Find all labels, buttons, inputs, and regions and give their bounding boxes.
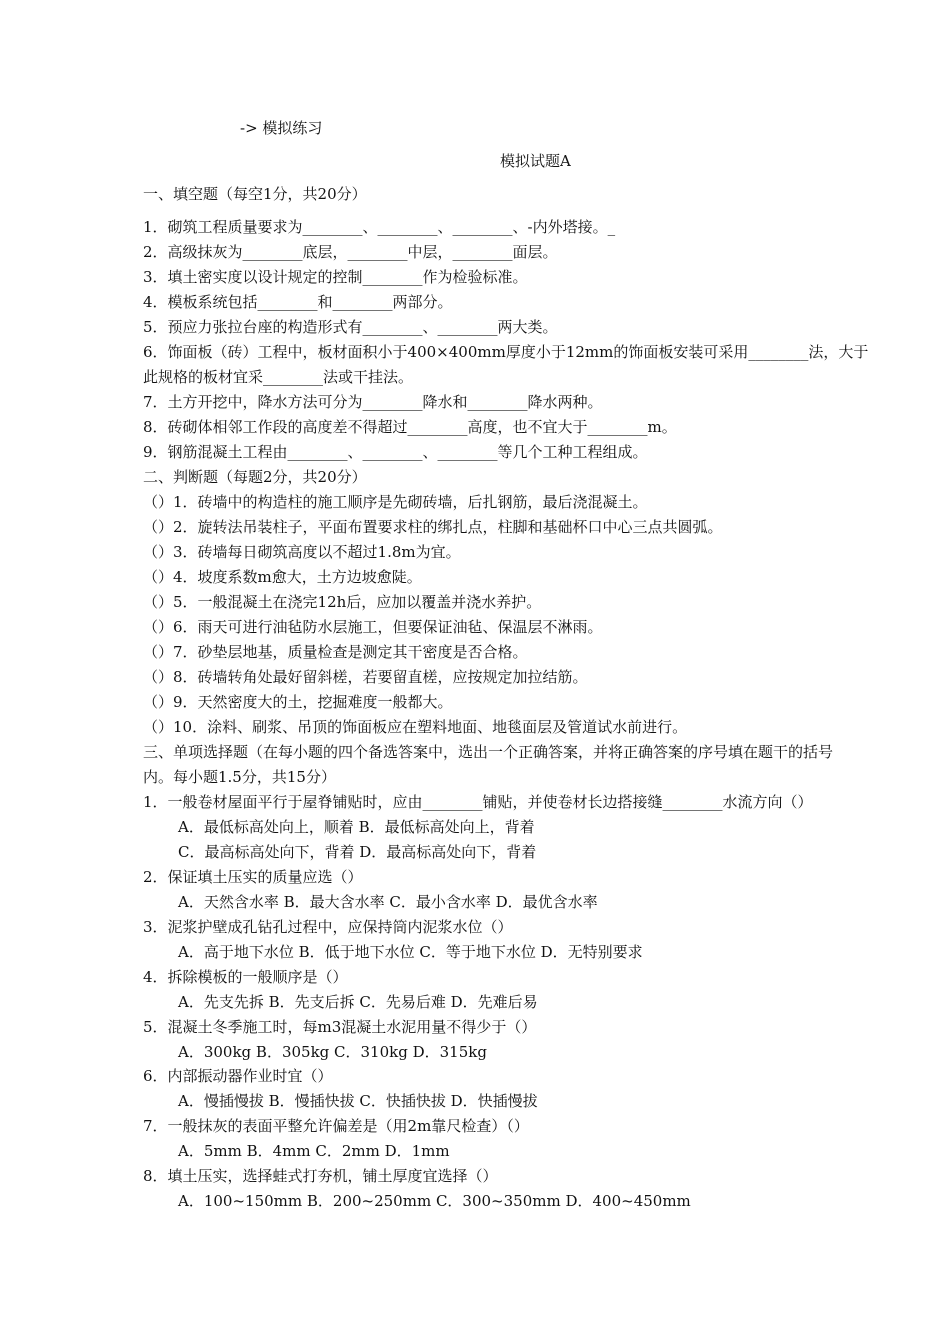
list-item: （）3．砖墙每日砌筑高度以不超过1.8m为宜。 <box>143 543 461 561</box>
list-item: 8．砖砌体相邻工作段的高度差不得超过________高度，也不宜大于________m。 <box>143 418 677 436</box>
question-options: A．慢插慢拔 B．慢插快拔 C．快插快拔 D．快插慢拔 <box>178 1092 538 1110</box>
question: 3．泥浆护壁成孔钻孔过程中，应保持筒内泥浆水位（） <box>143 918 513 936</box>
page-title: 模拟试题A <box>500 152 571 170</box>
list-item: （）1．砖墙中的构造柱的施工顺序是先砌砖墙，后扎钢筋，最后浇混凝土。 <box>143 493 648 511</box>
list-item: （）10．涂料、刷浆、吊顶的饰面板应在塑料地面、地毯面层及管道试水前进行。 <box>143 718 688 736</box>
list-item: 4．模板系统包括________和________两部分。 <box>143 293 453 311</box>
list-item: （）6．雨天可进行油毡防水层施工，但要保证油毡、保温层不淋雨。 <box>143 618 603 636</box>
question: 4．拆除模板的一般顺序是（） <box>143 968 348 986</box>
list-item: 3．填土密实度以设计规定的控制________作为检验标准。 <box>143 268 528 286</box>
question: 2．保证填土压实的质量应选（） <box>143 868 363 886</box>
list-item: 9．钢筋混凝土工程由________、________、________等几个工种工程组成。 <box>143 443 648 461</box>
section-heading: 一、填空题（每空1分，共20分） <box>143 185 367 203</box>
question: 6．内部振动器作业时宜（） <box>143 1067 333 1085</box>
list-item: 7．土方开挖中，降水方法可分为________降水和________降水两种。 <box>143 393 603 411</box>
list-item: （）8．砖墙转角处最好留斜槎，若要留直槎，应按规定加拉结筋。 <box>143 668 588 686</box>
question: 5．混凝土冬季施工时，每m3混凝土水泥用量不得少于（） <box>143 1018 537 1036</box>
list-item: （）9．天然密度大的土，挖掘难度一般都大。 <box>143 693 453 711</box>
section-heading: 二、判断题（每题2分，共20分） <box>143 468 367 486</box>
question: 1．一般卷材屋面平行于屋脊铺贴时，应由________铺贴，并使卷材长边搭接缝________水流方向（） <box>143 793 813 811</box>
question-options: A．最低标高处向上，顺着 B．最低标高处向上，背着 <box>178 818 535 836</box>
question-options: C．最高标高处向下，背着 D．最高标高处向下，背着 <box>178 843 537 861</box>
list-item: （）4．坡度系数m愈大，土方边坡愈陡。 <box>143 568 422 586</box>
question: 8．填土压实，选择蛙式打夯机，铺土厚度宜选择（） <box>143 1167 498 1185</box>
question: 7．一般抹灰的表面平整允许偏差是（用2m靠尺检查）（） <box>143 1117 529 1135</box>
list-item: 6．饰面板（砖）工程中，板材面积小于400×400mm厚度小于12mm的饰面板安装可采用________法，大于 <box>143 343 869 361</box>
question-options: A．100~150mm B．200~250mm C．300~350mm D．400~450mm <box>178 1192 691 1210</box>
list-item: （）5．一般混凝土在浇完12h后，应加以覆盖并浇水养护。 <box>143 593 542 611</box>
question-options: A．5mm B．4mm C．2mm D．1mm <box>178 1142 450 1160</box>
list-item: 此规格的板材宜采________法或干挂法。 <box>143 368 414 386</box>
question-options: A．300kg B．305kg C．310kg D．315kg <box>178 1043 487 1061</box>
section-heading: 三、单项选择题（在每小题的四个备选答案中，选出一个正确答案，并将正确答案的序号填在题干的括号 <box>143 743 834 761</box>
breadcrumb: -> 模拟练习 <box>240 119 323 137</box>
section-heading: 内。每小题1.5分，共15分） <box>143 768 336 786</box>
question-options: A．高于地下水位 B．低于地下水位 C．等于地下水位 D．无特别要求 <box>178 943 643 961</box>
list-item: 2．高级抹灰为________底层，________中层，________面层。 <box>143 243 558 261</box>
list-item: （）7．砂垫层地基，质量检查是测定其干密度是否合格。 <box>143 643 528 661</box>
question-options: A．先支先拆 B．先支后拆 C．先易后难 D．先难后易 <box>178 993 538 1011</box>
list-item: 1．砌筑工程质量要求为________、________、________、-内外塔接。_ <box>143 218 616 236</box>
list-item: 5．预应力张拉台座的构造形式有________、________两大类。 <box>143 318 558 336</box>
list-item: （）2．旋转法吊装柱子，平面布置要求柱的绑扎点，柱脚和基础杯口中心三点共圆弧。 <box>143 518 723 536</box>
question-options: A．天然含水率 B．最大含水率 C．最小含水率 D．最优含水率 <box>178 893 598 911</box>
